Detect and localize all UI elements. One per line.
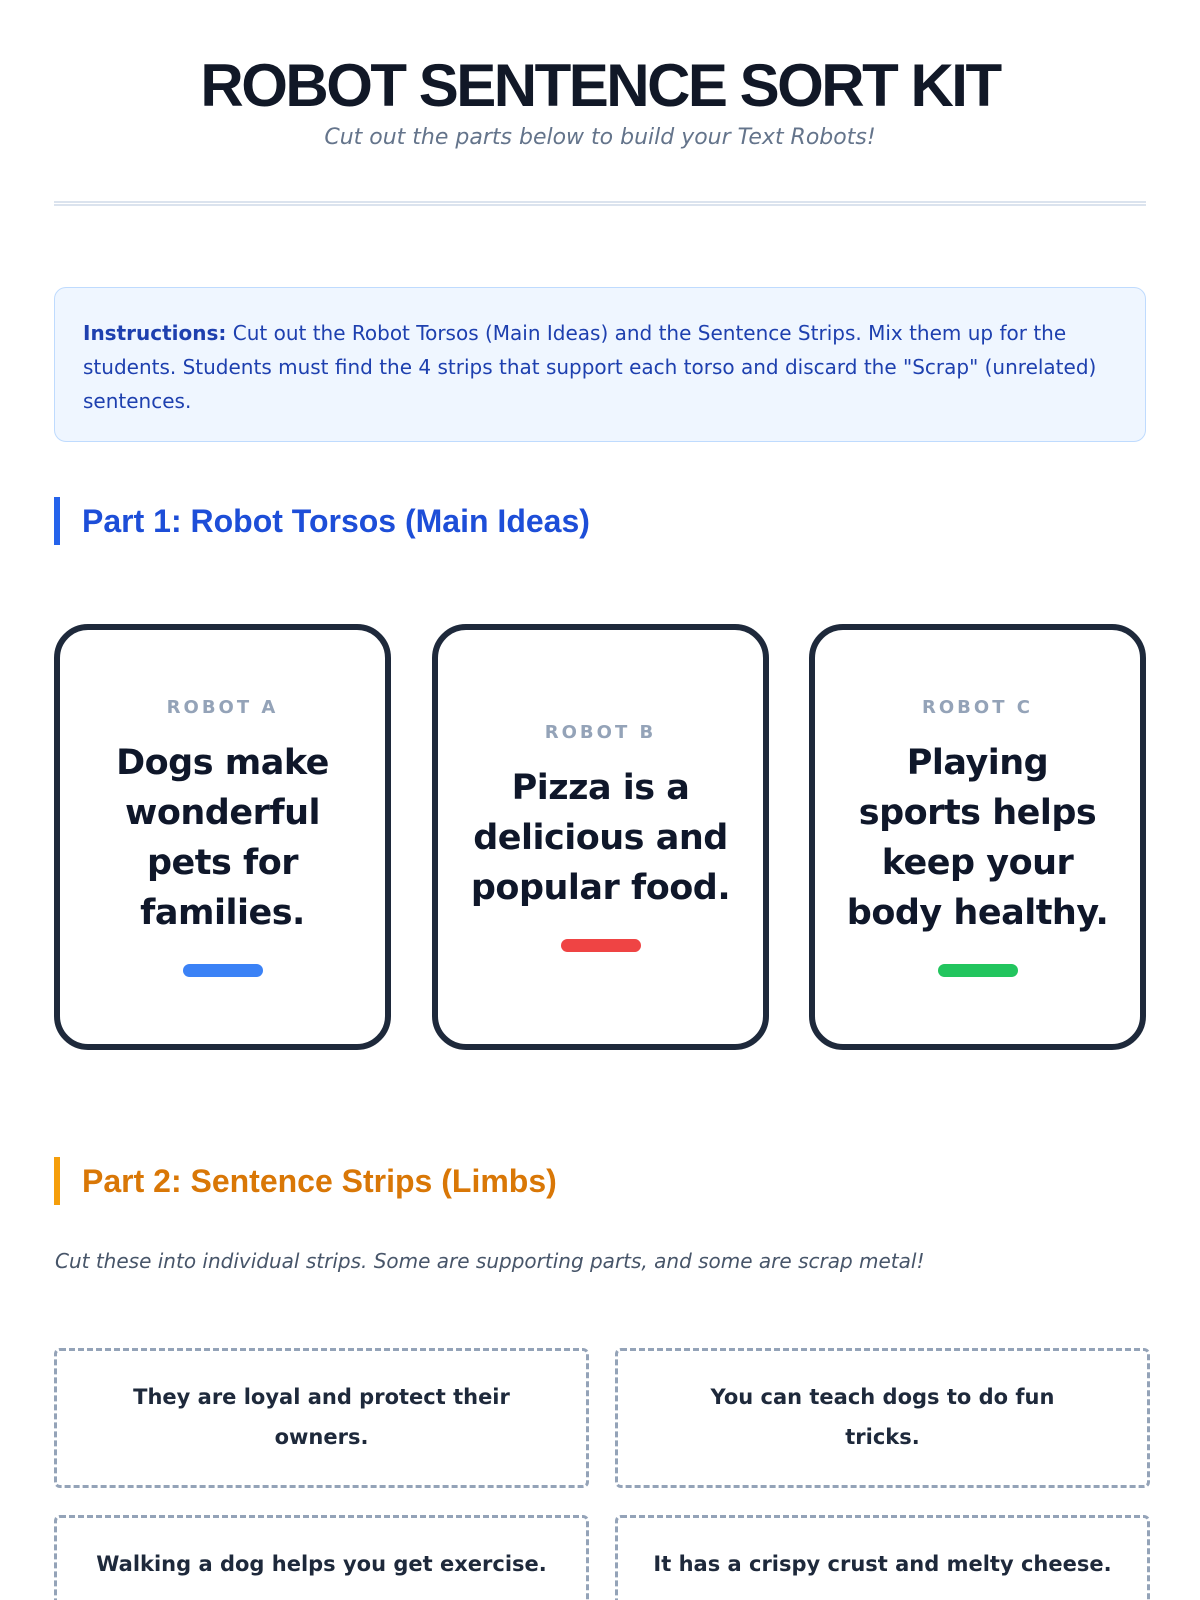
torso-main-idea: Dogs make wonderful pets for families. (116, 743, 329, 933)
torso-label: ROBOT C (922, 697, 1033, 718)
torso-label: ROBOT B (544, 722, 657, 743)
sentence-strip: They are loyal and protect their owners. (54, 1348, 589, 1488)
part1-heading: Part 1: Robot Torsos (Main Ideas) (54, 497, 590, 545)
page-title: ROBOT SENTENCE SORT KIT (200, 52, 1000, 119)
torso-color-bar (183, 964, 263, 977)
instructions-box (54, 287, 1146, 442)
sentence-strip: You can teach dogs to do fun tricks. (615, 1348, 1150, 1488)
strips-note: Cut these into individual strips. Some are supporting parts, and some are scrap metal! (55, 1249, 925, 1273)
torso-color-bar (938, 964, 1018, 977)
robot-torsos (54, 624, 1146, 1050)
part2-heading: Part 2: Sentence Strips (Limbs) (54, 1157, 557, 1205)
sentence-strip: Walking a dog helps you get exercise. (54, 1515, 589, 1600)
sentence-strip: It has a crispy crust and melty cheese. (615, 1515, 1150, 1600)
page-subtitle: Cut out the parts below to build your Text Robots! (324, 125, 876, 150)
instructions-text: Cut out the Robot Torsos (Main Ideas) and the Sentence Strips. Mix them up for the students. Students must find the 4 strips that support each torso and discard the "Scrap" (unrelated) sentences. (83, 321, 1097, 413)
robot-torso-b (432, 624, 769, 1050)
torso-main-idea: Pizza is a delicious and popular food. (470, 768, 731, 908)
torso-color-bar (561, 939, 641, 952)
instructions-label: Instructions: (83, 321, 227, 345)
torso-main-idea: Playing sports helps keep your body healthy. (846, 743, 1109, 933)
robot-torso-c (809, 624, 1146, 1050)
torso-label: ROBOT A (166, 697, 279, 718)
robot-torso-a (54, 624, 391, 1050)
header-divider (54, 201, 1146, 206)
